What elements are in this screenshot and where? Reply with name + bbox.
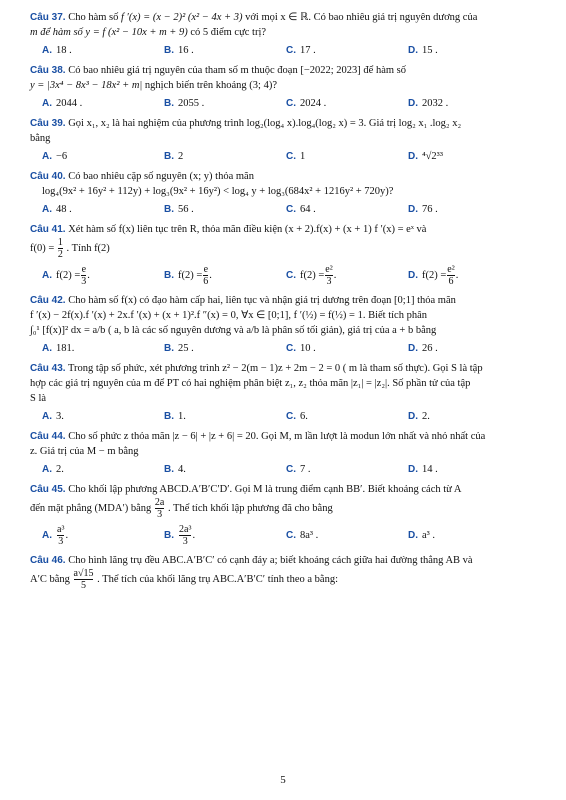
answer-options: A. f(2) = $\frac{e}{3}$ . B. f(2) = $\frac{e}{6}$ . C. f(2) = $\frac{\text{e²}}{3}$ . D. f(2) = $\frac{\text{e²}}{6}$ . [42,264,459,288]
option-a[interactable]: 181. [56,343,75,354]
question-45: Câu 45. Cho khối lập phương ABCD.A′B′C′D′. Gọi M là trung điểm cạnh BB′. Biết khoảng cách từ A đến mặt phẳng (MDA′) bằng $\frac{2a}{3}$ . Thể tích khối lập phương đã cho bằng [30,484,462,520]
question-41: Câu 41. Xét hàm số f(x) liên tục trên R, thỏa mãn điều kiện (x + 2).f(x) + (x + 1) f ′(x) = eˣ và f(0) = $\frac{1}{2}$ . Tính f(2) [30,224,427,260]
option-b[interactable]: 4. [178,464,186,475]
option-c[interactable]: 2024 . [300,98,327,109]
fraction: $\frac{1}{2}$ [57,237,63,260]
option-a[interactable]: 2044 . [56,98,83,109]
option-c[interactable]: 64 . [300,204,316,215]
fraction: $\frac{a√15}{5}$ [73,568,94,591]
question-46: Câu 46. Cho hình lăng trụ đều ABC.A′B′C′ có cạnh đáy a; biết khoảng cách giữa hai đường thẳng AB và A′C bằng $\frac{a√15}{5}$ . Thể tích của khối lăng trụ ABC.A′B′C′ tính theo a bằng: [30,555,473,591]
option-c[interactable]: f(2) = $\frac{\text{e²}}{3}$ . [300,264,337,288]
option-b[interactable]: 56 . [178,204,194,215]
option-d[interactable]: 14 . [422,464,438,475]
question-number: Câu 37. [30,12,66,23]
option-d[interactable]: 26 . [422,343,438,354]
option-d[interactable]: f(2) = $\frac{\text{e²}}{6}$ . [422,264,459,288]
answer-options: A. 18 . B. 16 . C. 17 . D. 15 . [42,45,438,56]
question-37: Câu 37. Cho hàm số f ′(x) = (x − 2)² (x² − 4x + 3) với mọi x ∈ ℝ. Có bao nhiêu giá trị nguyên dương của m để hàm số y = f (x² − 10x + m + 9) có 5 điểm cực trị? [30,12,478,38]
page-number: 5 [280,774,286,786]
option-d[interactable]: a³ . [422,530,436,541]
option-b[interactable]: 16 . [178,45,194,56]
option-d[interactable]: 76 . [422,204,438,215]
option-d[interactable]: 2032 . [422,98,449,109]
option-a[interactable]: 2. [56,464,64,475]
question-42: Câu 42. Cho hàm số f(x) có đạo hàm cấp hai, liên tục và nhận giá trị dương trên đoạn [0;1] thỏa mãn f ′(x) − 2f(x).f ′(x) + 2x.f ′(x) + (x + 1)².f ″(x) = 0, ∀x ∈ [0;1], f ′(½) = f(½) = 1. Biết tích phân ∫₀¹ [f(x)]² dx = a/b ( a, b là các số nguyên dương và a/b là phân số tối giản), giá trị của a + b bằng [30,295,456,336]
question-40: Câu 40. Có bao nhiêu cặp số nguyên (x; y) thỏa mãn log₄(9x² + 16y² + 112y) + log₃(9x² + 16y²) < log₄ y + log₃(684x² + 1216y² + 720y)? [30,171,394,197]
question-39: Câu 39. Gọi x₁, x₂ là hai nghiệm của phương trình log₂(log₄ x).log₄(log₂ x) = 3. Giá trị log₂ x₁ .log₂ x₂ bằng [30,118,462,144]
option-a[interactable]: 3. [56,411,64,422]
option-c[interactable]: 17 . [300,45,316,56]
answer-options: A. −6 B. 2 C. 1 D. ⁴√2³³ [42,151,443,162]
option-a[interactable]: 48 . [56,204,72,215]
question-44: Câu 44. Cho số phức z thỏa mãn |z − 6| + |z + 6| = 20. Gọi M, m lần lượt là modun lớn nhất và nhỏ nhất của z. Giá trị của M − m bằng [30,431,486,457]
option-d[interactable]: 2. [422,411,430,422]
option-b[interactable]: 25 . [178,343,194,354]
inequality: log₄(9x² + 16y² + 112y) + log₃(9x² + 16y²) < log₄ y + log₃(684x² + 1216y² + 720y)? [42,186,394,197]
answer-options: A. 2044 . B. 2055 . C. 2024 . D. 2032 . [42,98,449,109]
question-38: Câu 38. Có bao nhiêu giá trị nguyên của tham số m thuộc đoạn [−2022; 2023] để hàm số y = |3x⁴ − 8x³ − 18x² + m| nghịch biến trên khoảng (3; 4)? [30,65,406,91]
option-d[interactable]: ⁴√2³³ [422,151,443,162]
option-a[interactable]: 18 . [56,45,72,56]
option-a[interactable]: $\frac{\text{a³}}{3}$ . [57,524,69,548]
answer-options: A. 3. B. 1. C. 6. D. 2. [42,411,430,422]
option-a[interactable]: f(2) = $\frac{e}{3}$ . [56,264,90,288]
fraction: $\frac{2a}{3}$ [154,497,165,520]
option-d[interactable]: 15 . [422,45,438,56]
answer-options: A. $\frac{\text{a³}}{3}$ . B. $\frac{\text{2a³}}{3}$ . C. 8a³ . D. a³ . [42,524,436,548]
option-b[interactable]: 2055 . [178,98,205,109]
answer-options: A. 181. B. 25 . C. 10 . D. 26 . [42,343,438,354]
option-c[interactable]: 7 . [300,464,311,475]
option-b[interactable]: $\frac{\text{2a³}}{3}$ . [179,524,196,548]
option-c[interactable]: 1 [300,151,306,162]
option-c[interactable]: 10 . [300,343,316,354]
option-c[interactable]: 6. [300,411,308,422]
question-43: Câu 43. Trong tập số phức, xét phương trình z² − 2(m − 1)z + 2m − 2 = 0 ( m là tham số thực). Gọi S là tập hợp các giá trị nguyên của m để PT có hai nghiệm phân biệt z₁, z₂ thỏa mãn |z₁| = |z₂|. Số phần tử của tập S là [30,363,483,404]
option-b[interactable]: f(2) = $\frac{e}{6}$ . [178,264,212,288]
answer-options: A. 2. B. 4. C. 7 . D. 14 . [42,464,438,475]
answer-options: A. 48 . B. 56 . C. 64 . D. 76 . [42,204,438,215]
option-c[interactable]: 8a³ . [300,530,319,541]
exam-page [30,10,540,594]
option-b[interactable]: 1. [178,411,186,422]
option-a[interactable]: −6 [56,151,68,162]
option-b[interactable]: 2 [178,151,184,162]
